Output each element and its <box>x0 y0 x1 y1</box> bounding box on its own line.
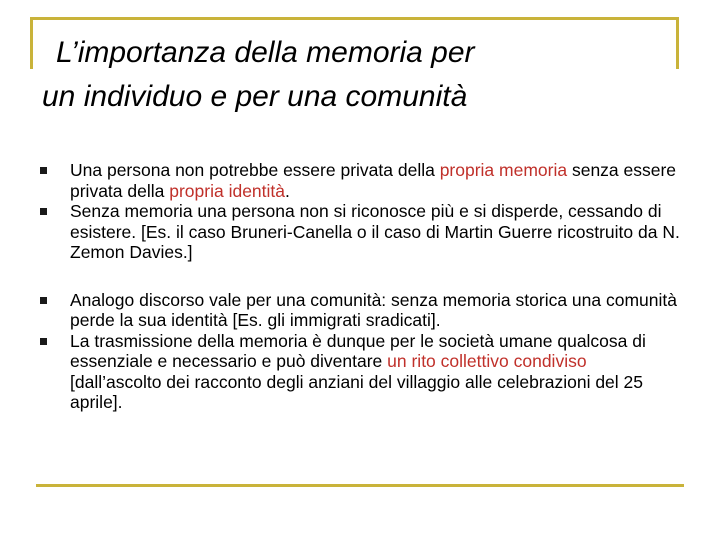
title-frame-right-border <box>676 17 679 69</box>
bullet-4-highlight: un rito collettivo condiviso <box>387 351 587 371</box>
bullet-1-text-2: senza essere privata della <box>70 160 677 201</box>
square-bullet-icon <box>40 167 47 174</box>
bullet-item-1 <box>40 160 680 201</box>
title-frame-top-border <box>30 17 679 20</box>
bottom-divider-rule <box>36 484 684 487</box>
slide-title-line-2: un individuo e per una comunità <box>42 80 468 113</box>
bullet-item-3 <box>40 290 680 331</box>
bullet-list <box>40 160 680 413</box>
bullet-1-highlight-2: propria identità <box>169 180 286 201</box>
bullet-1-text-1: Una persona non potrebbe essere privata della <box>70 160 440 180</box>
title-frame-left-border <box>30 17 33 69</box>
bullet-4-text-1: La trasmissione della memoria è dunque per le società umane qualcosa di essenziale e necessario e può diventare <box>70 330 646 371</box>
square-bullet-icon <box>40 297 47 304</box>
square-bullet-icon <box>40 338 47 345</box>
bullet-3-text: Analogo discorso vale per una comunità: senza memoria storica una comunità perde la sua identità [Es. gli immigrati sradicati]. <box>70 289 677 330</box>
bullet-4-text-2: [dall’ascolto dei racconto degli anziani del villaggio alle celebrazioni del 25 aprile]. <box>70 371 643 412</box>
slide-title <box>42 31 672 119</box>
slide-title-line-1: L’importanza della memoria per <box>56 36 475 69</box>
bullet-item-4 <box>40 331 680 413</box>
bullet-2-text: Senza memoria una persona non si riconosce più e si disperde, cessando di esistere. [Es. il caso Bruneri-Canella o il caso di Martin Guerre ricostruito da N. Zemon Davies.] <box>70 201 680 262</box>
bullet-1-text-3: . <box>285 180 290 201</box>
bullet-1-highlight-1: propria memoria <box>439 160 568 180</box>
bullet-item-2 <box>40 201 680 263</box>
square-bullet-icon <box>40 208 47 215</box>
